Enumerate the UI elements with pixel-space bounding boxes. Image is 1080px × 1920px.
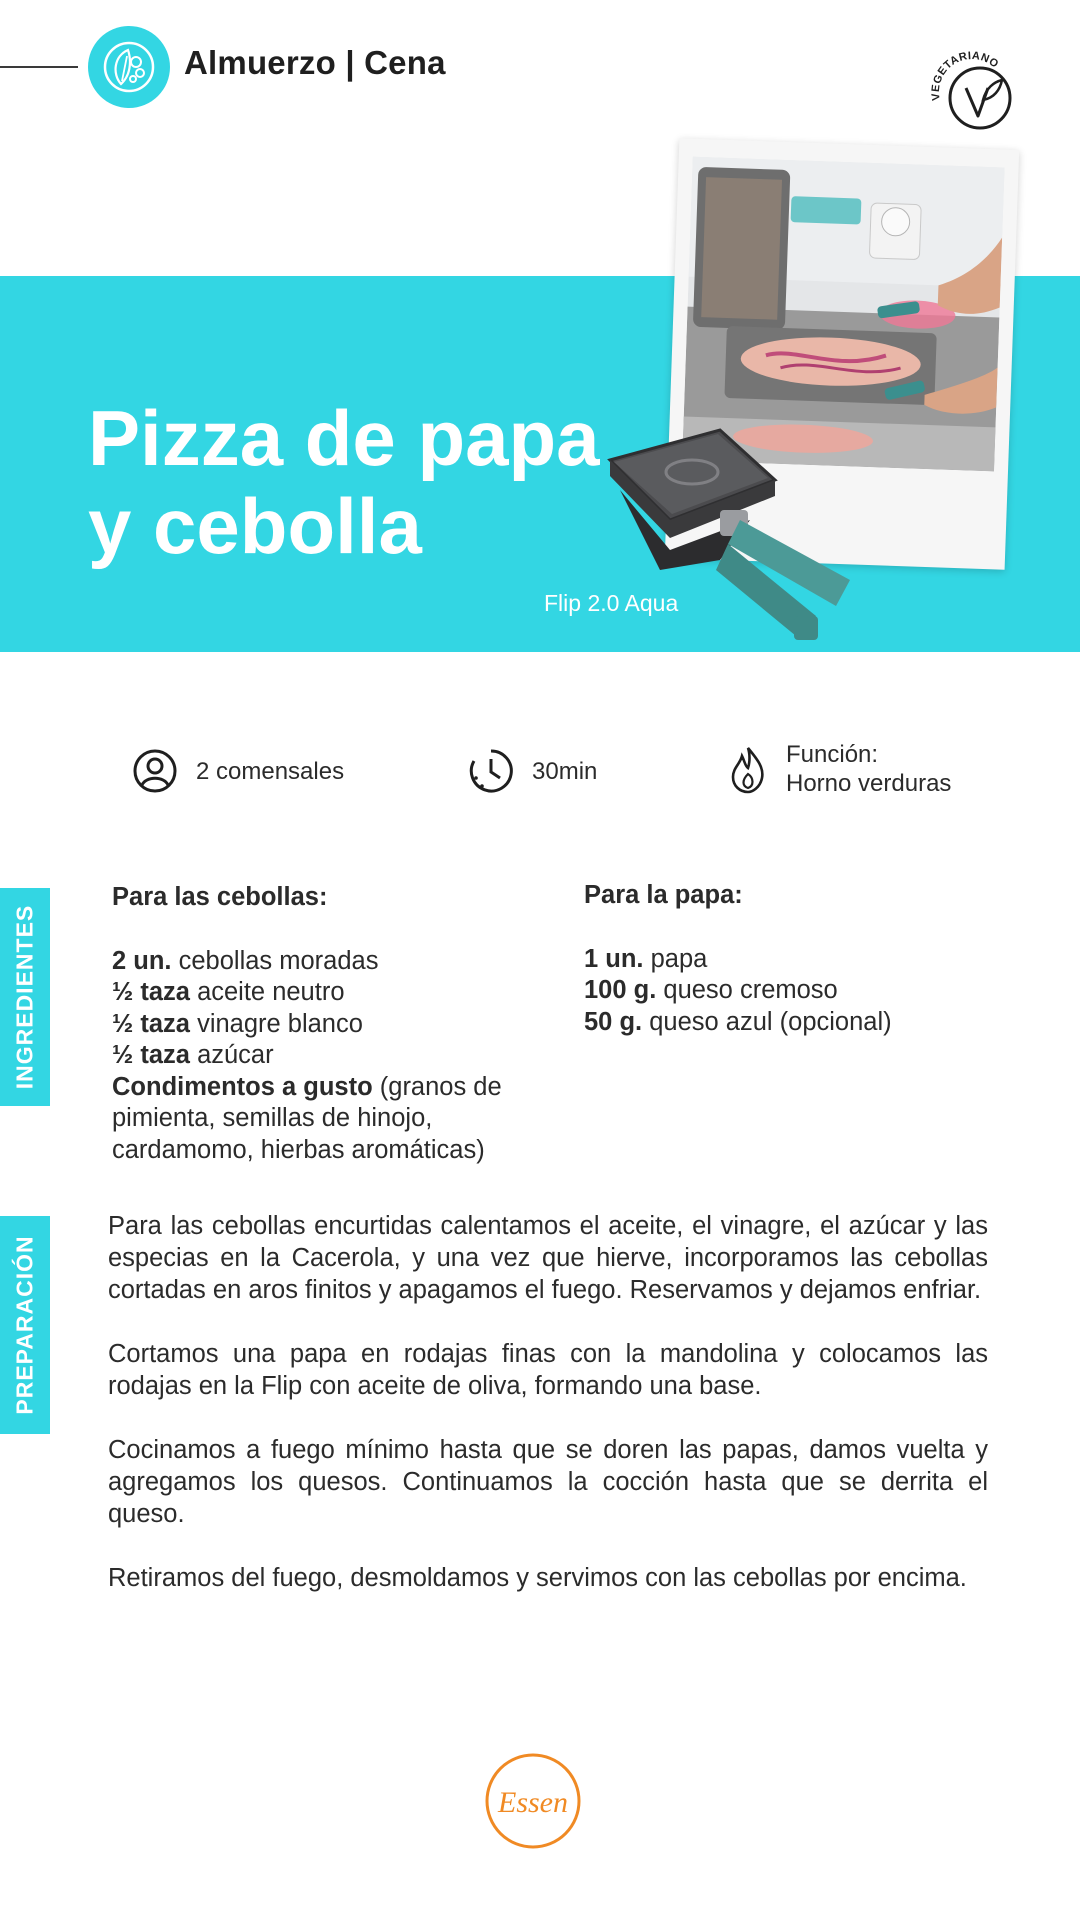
time-text: 30min: [532, 757, 598, 785]
svg-text:Essen: Essen: [498, 1786, 568, 1819]
product-label: Flip 2.0 Aqua: [544, 590, 679, 616]
function-label: Función:: [786, 741, 879, 768]
ingredients-potato-heading: Para la papa:: [584, 881, 743, 909]
vegetarian-badge: [928, 44, 1016, 132]
user-icon: [132, 748, 178, 794]
ingredients-tab: [0, 888, 50, 1106]
ingredients-tab-label: INGREDIENTES: [11, 904, 38, 1090]
preparation-steps: [108, 1210, 988, 1626]
svg-text:VEGETARIANO: [930, 50, 1001, 101]
function-value: Horno verduras: [786, 770, 952, 797]
preparation-paragraph: Cortamos una papa en rodajas finas con la mandolina y colocamos las rodajas en la Flip con aceite de oliva, formando una base.: [108, 1340, 988, 1400]
servings-text: 2 comensales: [196, 757, 345, 785]
clock-icon: [468, 748, 514, 794]
ingredient-item: Condimentos a gusto (granos de pimienta, semillas de hinojo, cardamomo, hierbas aromáticas): [112, 1072, 502, 1164]
preparation-tab-label: PREPARACIÓN: [11, 1235, 38, 1415]
preparation-paragraph: Cocinamos a fuego mínimo hasta que se doren las papas, damos vuelta y agregamos los quesos. Continuamos la cocción hasta que se derrita el queso.: [108, 1436, 988, 1528]
ingredient-item: ½ taza aceite neutro: [112, 978, 345, 1006]
flame-icon: [728, 744, 768, 794]
ingredient-item: ½ taza azúcar: [112, 1041, 274, 1069]
ingredient-item: 2 un. cebollas moradas: [112, 946, 379, 975]
ingredients-potato: [584, 880, 984, 1038]
ingredient-item: ½ taza vinagre blanco: [112, 1009, 363, 1038]
ingredients-onions-heading: Para las cebollas:: [112, 883, 328, 911]
essen-logo: [484, 1752, 582, 1850]
category-title: Almuerzo | Cena: [184, 44, 446, 81]
ingredients-onions: [112, 882, 532, 1166]
flip-pan-image: [600, 420, 880, 675]
header-divider: [0, 66, 78, 68]
preparation-paragraph: Retiramos del fuego, desmoldamos y servimos con las cebollas por encima.: [108, 1564, 967, 1592]
badge-text: VEGETARIANO: [929, 49, 1001, 102]
ingredient-item: 50 g. queso azul (opcional): [584, 1007, 892, 1036]
recipe-title: Pizza de papa y cebolla: [88, 394, 600, 570]
ingredient-item: 100 g. queso cremoso: [584, 976, 838, 1004]
vegetable-leaf-icon: [88, 26, 170, 108]
servings-info: [132, 748, 344, 794]
function-info: [728, 740, 951, 798]
time-info: [468, 748, 597, 794]
ingredient-item: 1 un. papa: [584, 944, 708, 973]
preparation-tab: [0, 1216, 50, 1434]
preparation-paragraph: Para las cebollas encurtidas calentamos el aceite, el vinagre, el azúcar y las especias en la Cacerola, y una vez que hierve, incorporamos las cebollas cortadas en aros finitos y apagamos el fuego. Reservamos y dejamos enfriar.: [108, 1212, 988, 1304]
